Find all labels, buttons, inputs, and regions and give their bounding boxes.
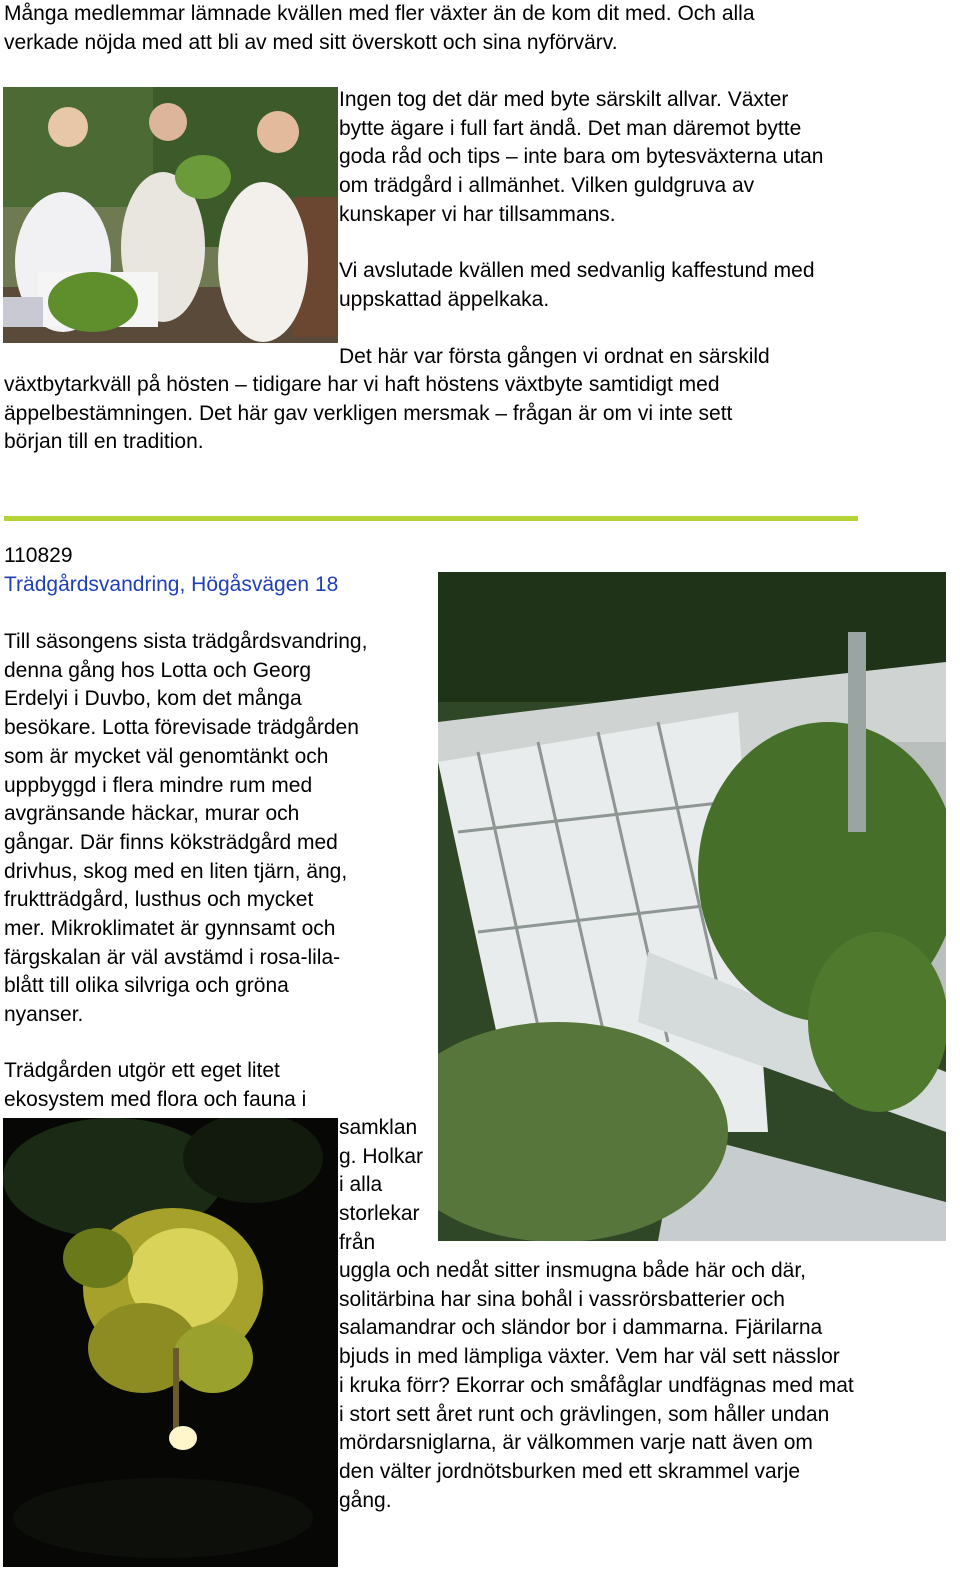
swap-paragraph-3-rest: växtbytarkväll på hösten – tidigare har vi haft höstens växtbyte samtidigt med äppelbestämningen. Det här gav verkligen mersmak – frågan är om vi inte sett början till en tradition. [4,373,733,454]
article-title: Trädgårdsvandring, Högåsvägen 18 [4,573,339,596]
intro-text: Många medlemmar lämnade kvällen med fler växter än de kom dit med. Och alla verkade nöjda med att bli av med sitt överskott och sina nyförvärv. [4,2,755,54]
article-paragraph-2-narrow: samklan g. Holkar i alla storlekar från [339,1116,424,1254]
section-divider [4,516,858,521]
greenhouse-photo [438,572,946,1241]
article-date: 110829 [4,544,73,567]
swap-paragraph-2: Vi avslutade kvällen med sedvanlig kaffestund med uppskattad äppelkaka. [339,259,815,311]
article-paragraph-2-end: uggla och nedåt sitter insmugna både här och där, solitärbina har sina bohål i vassrörsbatterier och salamandrar och sländor bor i dammarna. Fjärilarna bjuds in med lämpliga växter. Vem har väl sett nässlor i kruka förr? Ekorrar och småfåglar undfägnas med mat i stort sett året runt och grävlingen, som håller undan mördarsniglarna, är välkommen varje natt även om den välter jordnötsburken med ett skrammel varje gång. [339,1259,854,1512]
swap-paragraph-1: Ingen tog det där med byte särskilt allvar. Växter bytte ägare i full fart ändå. Det man däremot bytte goda råd och tips – inte bara om bytesväxterna utan om trädgård i allmänhet. Vilken guldgruva av kunskaper vi har tillsammans. [339,88,824,226]
lit-maple-photo [3,1118,338,1567]
article-paragraph-1: Till säsongens sista trädgårdsvandring, denna gång hos Lotta och Georg Erdelyi i Duvbo, kom det många besökare. Lotta förevisade trädgården som är mycket väl genomtänkt och uppbyggd i flera mindre rum med avgränsande häckar, murar och gångar. Där finns köksträdgård med drivhus, skog med en liten tjärn, äng, fruktträdgård, lusthus och mycket mer. Mikroklimatet är gynnsamt och färgskalan är väl avstämd i rosa-lila- blått till olika silvriga och gröna nyanser. [4,630,368,1027]
article-paragraph-2-start: Trädgården utgör ett eget litet ekosystem med flora och fauna i [4,1059,307,1111]
swap-paragraph-3-start: Det här var första gången vi ordnat en särskild [339,345,770,368]
plant-swap-photo [3,87,338,343]
